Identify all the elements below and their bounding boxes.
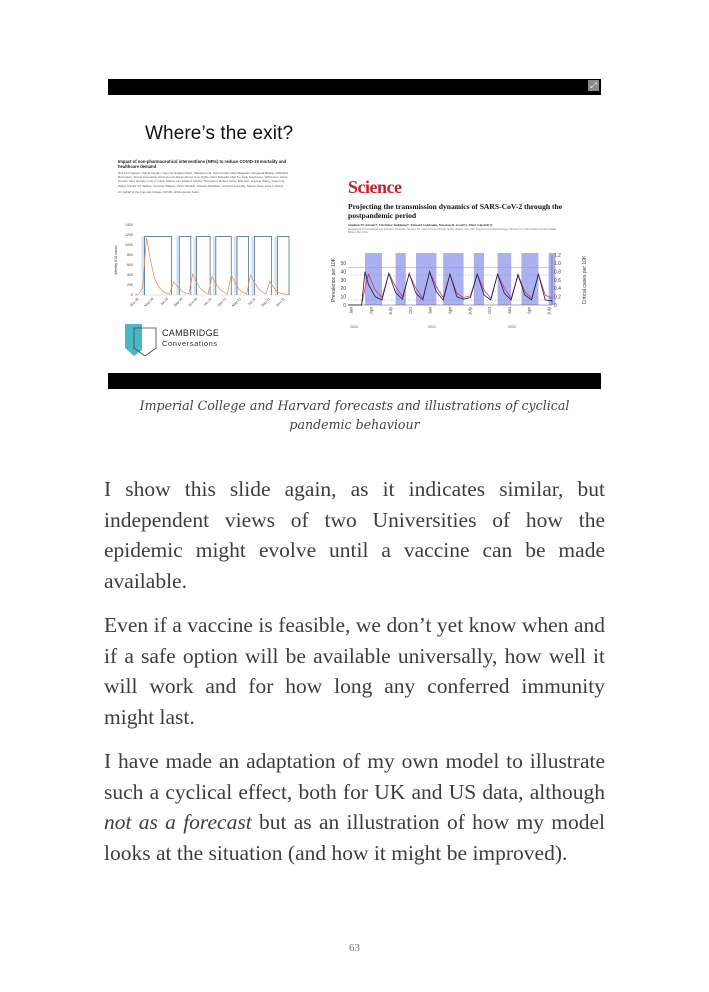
x-tick-label: Sep-20 [172, 296, 184, 308]
y-tick-label: 0 [131, 293, 133, 298]
x-tick-label: Oct [487, 307, 493, 315]
intervention-period [277, 237, 289, 296]
imperial-paper-excerpt [118, 159, 298, 194]
slide-bottom-bar [108, 373, 601, 389]
y-tick-label: 1400 [125, 223, 133, 228]
right-y-tick-label: 1.2 [554, 252, 561, 259]
distancing-period [443, 253, 463, 305]
intervention-period [179, 237, 191, 296]
x-tick-label: Mar-20 [129, 296, 140, 308]
x-year-label: 2020 [350, 325, 358, 329]
y-tick-label: 400 [127, 273, 133, 278]
figure-caption: Imperial College and Harvard forecasts and illustrations of cyclical pandemic behaviour [139, 398, 570, 432]
x-tick-label: May-20 [143, 296, 155, 308]
logo-line-1: CAMBRIDGE [162, 328, 220, 338]
y-tick-label: 20 [340, 286, 346, 293]
x-year-label: 2021 [428, 325, 436, 329]
y-axis-label: Prevalence per 10K [331, 258, 337, 302]
logo-line-2: Conversations [162, 339, 218, 348]
x-tick-label: Jul-20 [159, 296, 169, 307]
right-y-tick-label: 0.6 [554, 277, 561, 284]
slide-top-bar [108, 79, 601, 95]
imperial-icu-chart [113, 219, 293, 319]
x-tick-label: July [546, 307, 552, 316]
intervention-shade [274, 237, 277, 296]
icu-demand-line [135, 238, 289, 296]
cambridge-shield-icon [124, 322, 162, 358]
paragraph-3 [104, 746, 605, 868]
harvard-prevalence-chart [330, 249, 590, 334]
expand-icon[interactable]: ⤢ [588, 80, 599, 91]
x-tick-label: July [388, 307, 394, 316]
x-tick-label: Jan [427, 307, 433, 315]
y-tick-label: 40 [340, 269, 346, 276]
x-tick-label: Apr [368, 307, 374, 315]
science-journal-logo: Science [348, 177, 402, 197]
intervention-shade [234, 237, 237, 296]
right-y-tick-label: 1.0 [554, 261, 561, 268]
x-tick-label: Jan [348, 307, 354, 315]
y-tick-label: 0 [343, 302, 346, 309]
right-y-tick-label: 0 [554, 302, 557, 309]
y-tick-label: 1000 [125, 243, 133, 248]
slide-title: Where’s the exit? [145, 123, 294, 144]
imperial-paper-note: On behalf of the Imperial College COVID-19 Response Team [118, 189, 199, 194]
y-tick-label: 800 [127, 253, 133, 258]
y-tick-label: 50 [340, 261, 346, 268]
intervention-period [237, 237, 249, 296]
y-axis-label: Weekly ICU cases [114, 245, 118, 275]
paragraph-2: Even if a vaccine is feasible, we don’t yet know when and if a safe option will be available universally, how well it will work and for how long any conferred immunity might last. [104, 613, 605, 729]
x-tick-label: Oct [407, 307, 413, 315]
science-paper-excerpt [348, 177, 588, 234]
page-number: 63 [349, 942, 360, 954]
y-tick-label: 600 [127, 263, 133, 268]
y-tick-label: 1200 [125, 233, 133, 238]
y-tick-label: 10 [340, 294, 346, 301]
x-tick-label: Apr [526, 307, 532, 315]
y-tick-label: 200 [127, 283, 133, 288]
intervention-shade [251, 237, 254, 296]
x-tick-label: Jan [506, 307, 512, 315]
x-tick-label: Jan-21 [202, 296, 213, 308]
right-y-axis-label: Critical cases per 10K [582, 255, 588, 305]
paragraph-3-text-a: I have made an adaptation of my own model to illustrate such a cyclical effect, both for UK and US data, although [104, 749, 605, 804]
x-tick-label: May-21 [231, 296, 242, 308]
imperial-paper-authors: Neil M Ferguson, Daniel Laydon, Gemma Nedjati-Gilani, Natsuko Imai, Kylie Ainslie, Marc Baguelin, Sangeeta Bhatia, Adhiratha Boonyasiri, Zulma Cucunubá, Gina Cuomo-Dannenburg, Amy Dighe, Ilaria Dorigatti, Han Fu, Katy Gaythorpe, Will Green, Arran Hamlet, Wes Hinsley, Lucy C Okell, Sabine van Elsland, Hayley Thompson, Robert Verity, Erik Volz, Haowei Wang, Yuanrong Wang, Patrick GT Walker, Caroline Walters, Peter Winskill, Charles Whittaker, Christl A Donnelly, Steven Riley, Azra C Ghani. [118, 171, 288, 188]
x-tick-label: Mar-21 [216, 296, 228, 308]
science-paper-authors: Stephen M. Kissler*, Christine Tedijanto*, Edward Goldstein, Yonatan H. Grad†‡, Marc Lipsitch†‡ [348, 223, 493, 227]
y-tick-label: 30 [340, 277, 346, 284]
science-paper-affiliation: Department of Immunology and Infectious Diseases, Harvard T.H. Chan School of Public Health, Boston, MA, USA. Department of Epidemiology, Harvard T.H. Chan School of Public Health, Boston, MA, USA. [348, 228, 557, 235]
x-tick-label: Sep-21 [260, 296, 272, 308]
x-tick-label: Nov-20 [187, 296, 199, 308]
paragraph-1: I show this slide again, as it indicates similar, but independent views of two Universities of how the epidemic might evolve until a vaccine can be made available. [104, 477, 605, 593]
x-tick-label: Nov-21 [275, 296, 286, 308]
intervention-shade [213, 237, 216, 296]
intervention-shade [194, 237, 197, 296]
science-paper-title: Projecting the transmission dynamics of SARS-CoV-2 through the postpandemic period [348, 202, 563, 220]
right-y-tick-label: 0.2 [554, 294, 561, 301]
cambridge-conversations-logo [124, 322, 244, 358]
right-y-tick-label: 0.4 [554, 286, 561, 293]
right-y-tick-label: 0.8 [554, 269, 561, 276]
x-tick-label: Apr [447, 307, 453, 315]
x-year-label: 2022 [508, 325, 516, 329]
embedded-slide-image [108, 79, 601, 389]
paragraph-3-emphasis: not as a forecast [104, 810, 252, 834]
paragraph-3-text-b: but as an illustration of how my model looks at the situation (and how it might be improved). [104, 810, 605, 865]
imperial-paper-title: Impact of non-pharmaceutical interventions (NPIs) to reduce COVID-19 mortality and healthcare demand [118, 159, 287, 169]
x-tick-label: July [467, 307, 473, 316]
x-tick-label: Jul-21 [247, 296, 257, 307]
